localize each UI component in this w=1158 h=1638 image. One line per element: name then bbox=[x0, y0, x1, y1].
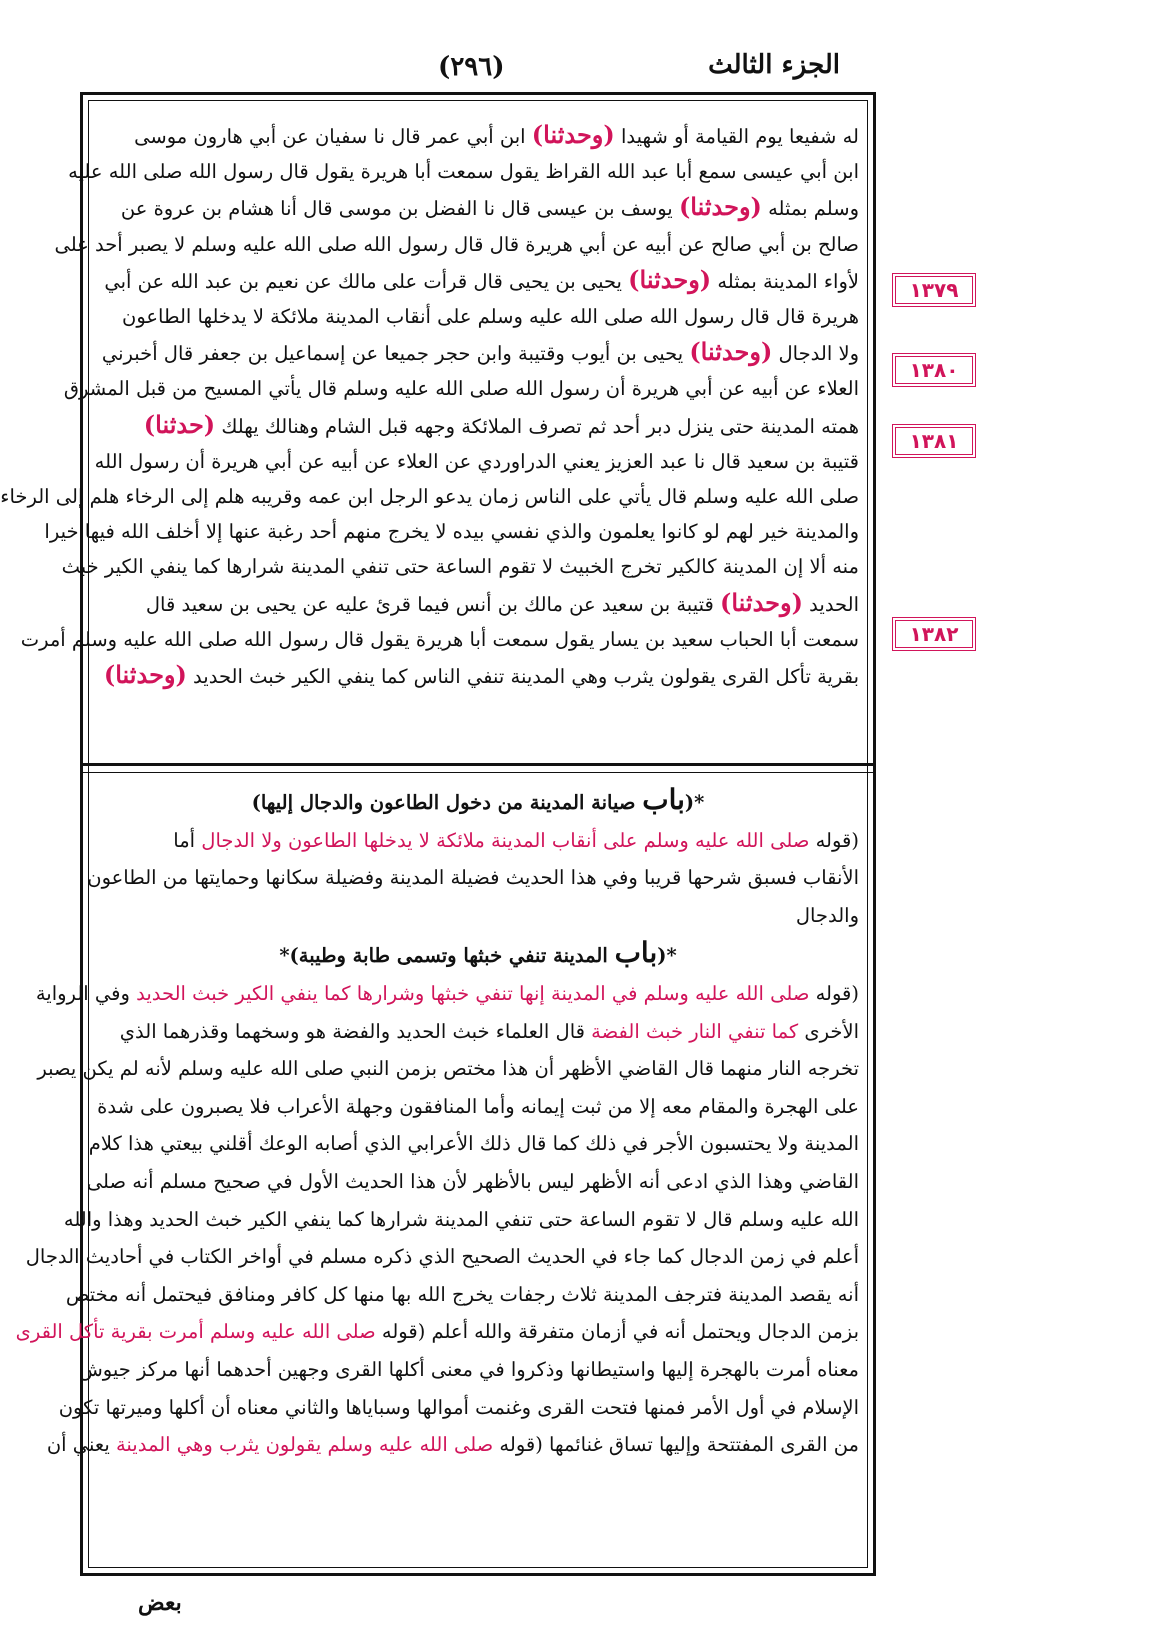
catchword: بعض bbox=[138, 1590, 182, 1616]
quoted-lemma: صلى الله عليه وسلم في المدينة إنها تنفي خبثها وشرارها كما ينفي الكير خبث الحديد bbox=[136, 981, 810, 1005]
text-line bbox=[97, 897, 859, 935]
text-run: يحيى بن يحيى قال قرأت على مالك عن نعيم بن عبد الله عن أبي bbox=[104, 269, 629, 293]
text-line bbox=[97, 585, 859, 622]
text-line bbox=[97, 657, 859, 694]
text-run: الإسلام في أول الأمر فمنها فتحت القرى وغنمت أموالها وسباياها والثاني معناه أن أكلها وميرتها تكون bbox=[58, 1395, 859, 1419]
hadith-text-section bbox=[0, 117, 859, 753]
text-run: له شفيعا يوم القيامة أو شهيدا bbox=[614, 125, 859, 148]
text-run: (قوله bbox=[809, 981, 859, 1005]
text-line bbox=[15, 1313, 859, 1351]
text-line bbox=[0, 479, 859, 514]
text-line bbox=[97, 262, 859, 299]
chapter-heading-2: *(باب المدينة تنفي خبثها وتسمى طابة وطيبة)* bbox=[279, 936, 677, 970]
text-run: المدينة ولا يحتسبون الأجر في ذلك كما قال ذلك الأعرابي الذي أصابه الوعك أقلني بيعتي هذا كلام bbox=[88, 1132, 859, 1156]
text-line bbox=[44, 514, 859, 549]
text-run: أما bbox=[173, 828, 202, 852]
text-run: صلى الله عليه وسلم قال يأتي على الناس زمان يدعو الرجل ابن عمه وقريبه هلم إلى الرخاء هلم إلى الرخاء bbox=[0, 485, 859, 509]
hadith-number-badge: ١٣٨١ bbox=[895, 427, 973, 455]
text-run: ولا الدجال bbox=[772, 342, 859, 366]
text-line bbox=[63, 1201, 859, 1239]
isnad-marker: (وحدثنا) bbox=[678, 192, 762, 222]
text-line bbox=[61, 549, 859, 584]
text-run: على الهجرة والمقام معه إلا من ثبت إيمانه وأما المنافقون وجهلة الأعراب فلا يصبرون على شدة bbox=[97, 1094, 859, 1118]
text-run: ابن أبي عمر قال نا سفيان عن أبي هارون موسى bbox=[134, 125, 532, 148]
text-run: القاضي وهذا الذي ادعى أنه الأظهر ليس بالأظهر لأن هذا الحديث الأول في صحيح مسلم أنه صلى bbox=[86, 1169, 859, 1193]
text-run: أعلم في زمن الدجال كما جاء في الحديث الصحيح الذي ذكره مسلم في أواخر الكتاب في أحاديث الدجال bbox=[25, 1245, 859, 1269]
text-run: همته المدينة حتى ينزل دبر أحد ثم تصرف الملائكة وجهه قبل الشام وهنالك يهلك bbox=[215, 414, 859, 438]
text-line bbox=[86, 1163, 859, 1201]
text-run: والمدينة خير لهم لو كانوا يعلمون والذي نفسي بيده لا يخرج منهم أحد رغبة عنها إلا أخلف الله فيها خيرا bbox=[44, 520, 859, 544]
page-frame bbox=[0, 92, 876, 1576]
text-line bbox=[87, 859, 859, 897]
page-number: (٢٩٦) bbox=[438, 52, 505, 82]
text-run: قتيبة بن سعيد قال نا عبد العزيز يعني الدراوردي عن العلاء عن أبيه عن أبي هريرة أن رسول الله bbox=[94, 449, 859, 473]
text-run: قتيبة بن سعيد عن مالك بن أنس فيما قرئ عليه عن يحيى بن سعيد قال bbox=[145, 592, 720, 616]
text-run: الله عليه وسلم قال لا تقوم الساعة حتى تنفي المدينة شرارها كما ينفي الكير خبث الحديد وهذا والله bbox=[63, 1207, 859, 1231]
text-run: هريرة قال قال رسول الله صلى الله عليه وسلم على أنقاب المدينة ملائكة لا يدخلها الطاعون bbox=[122, 305, 859, 329]
text-run: تخرجه النار منهما قال القاضي الأظهر أن هذا مختص بزمن النبي صلى الله عليه وسلم لأنه لم يكن يصبر bbox=[37, 1057, 859, 1081]
text-run: وفي الرواية bbox=[35, 981, 137, 1005]
text-line bbox=[97, 299, 859, 334]
chapter-heading-1: *(باب صيانة المدينة من دخول الطاعون والدجال إليها) bbox=[251, 783, 705, 816]
text-line bbox=[46, 1426, 859, 1464]
commentary-paragraph-2 bbox=[15, 975, 859, 1464]
quoted-lemma: صلى الله عليه وسلم على أنقاب المدينة ملائكة لا يدخلها الطاعون ولا الدجال bbox=[201, 828, 810, 852]
text-run: الأخرى bbox=[798, 1019, 859, 1043]
text-line bbox=[65, 1276, 859, 1314]
text-line bbox=[97, 117, 859, 154]
quoted-lemma: كما تنفي النار خبث الفضة bbox=[591, 1019, 799, 1043]
commentary-section bbox=[15, 781, 859, 1561]
text-run: العلاء عن أبيه عن أبي هريرة أن رسول الله صلى الله عليه وسلم قال يأتي المسيح من قبل المشرق bbox=[63, 377, 859, 401]
quoted-lemma: صلى الله عليه وسلم أمرت بقرية تأكل القرى bbox=[15, 1320, 376, 1344]
text-run: لأواء المدينة بمثله bbox=[711, 269, 859, 293]
isnad-marker: (وحدثنا) bbox=[103, 660, 187, 690]
text-run: منه ألا إن المدينة كالكير تخرج الخبيث لا تقوم الساعة حتى تنفي المدينة شرارها كما ينفي الكير خبث bbox=[61, 555, 859, 579]
text-line bbox=[68, 154, 859, 189]
isnad-marker: (وحدثنا) bbox=[689, 337, 773, 367]
text-run: (قوله bbox=[809, 828, 859, 852]
text-line bbox=[25, 1238, 859, 1276]
hadith-number-badge: ١٣٨٢ bbox=[895, 620, 973, 648]
text-run: الأنقاب فسبق شرحها قريبا وفي هذا الحديث فضيلة المدينة وفضيلة سكانها وحمايتها من الطاعون bbox=[87, 866, 859, 890]
text-line bbox=[37, 1050, 859, 1088]
text-run: أنه يقصد المدينة فترجف المدينة ثلاث رجفات يخرج الله بها منها كل كافر ومنافق فيحتمل أنه مختص bbox=[65, 1282, 859, 1306]
text-run: بزمن الدجال ويحتمل أنه في أزمان متفرقة والله أعلم (قوله bbox=[375, 1320, 859, 1344]
text-line bbox=[97, 407, 859, 444]
text-line bbox=[97, 1088, 859, 1126]
text-line bbox=[78, 1351, 859, 1389]
isnad-marker: (حدثنا) bbox=[143, 409, 216, 439]
hadith-number-badge: ١٣٧٩ bbox=[895, 276, 973, 304]
text-line bbox=[97, 1013, 859, 1051]
text-line bbox=[58, 1389, 859, 1427]
isnad-marker: (وحدثنا) bbox=[531, 120, 615, 149]
text-run: وسلم بمثله bbox=[761, 197, 859, 221]
text-run: ابن أبي عيسى سمع أبا عبد الله القراظ يقول سمعت أبا هريرة يقول قال رسول الله صلى الله عليه bbox=[68, 160, 859, 184]
text-run: يحيى بن أيوب وقتيبة وابن حجر جميعا عن إسماعيل بن جعفر قال أخبرني bbox=[101, 342, 690, 366]
quoted-lemma: صلى الله عليه وسلم يقولون يثرب وهي المدينة bbox=[115, 1433, 494, 1457]
text-run: بقرية تأكل القرى يقولون يثرب وهي المدينة تنفي الناس كما ينفي الكير خبث الحديد bbox=[186, 665, 859, 689]
text-line bbox=[35, 975, 859, 1013]
text-line bbox=[97, 189, 859, 226]
text-run: من القرى المفتتحة وإليها تساق غنائمها (قوله bbox=[493, 1433, 859, 1457]
text-run: يعني أن bbox=[46, 1433, 116, 1457]
text-line bbox=[54, 227, 859, 262]
text-line bbox=[97, 822, 859, 860]
text-line bbox=[20, 622, 859, 657]
text-run: يوسف بن عيسى قال نا الفضل بن موسى قال أنا هشام بن عروة عن bbox=[120, 197, 679, 221]
section-divider bbox=[83, 763, 873, 773]
text-run: قال العلماء خبث الحديد والفضة هو وسخهما وقذرهما الذي bbox=[119, 1019, 592, 1043]
text-line bbox=[97, 334, 859, 371]
text-run: الحديد bbox=[802, 592, 859, 616]
volume-title: الجزء الثالث bbox=[708, 50, 840, 80]
text-run: صالح بن أبي صالح عن أبيه عن أبي هريرة قال قال رسول الله صلى الله عليه وسلم لا يصبر أحد على bbox=[54, 232, 859, 256]
text-line bbox=[94, 444, 859, 479]
commentary-paragraph-1 bbox=[87, 822, 859, 935]
isnad-marker: (وحدثنا) bbox=[628, 264, 712, 294]
text-run: معناه أمرت بالهجرة إليها واستيطانها وذكروا في معنى أكلها القرى وجهين أحدهما أنها مركز جيوش bbox=[78, 1357, 859, 1381]
hadith-number-badge: ١٣٨٠ bbox=[895, 356, 973, 384]
isnad-marker: (وحدثنا) bbox=[719, 587, 803, 617]
text-run: سمعت أبا الحباب سعيد بن يسار يقول سمعت أبا هريرة يقول قال رسول الله صلى الله عليه وسلم أمرت bbox=[20, 627, 859, 651]
text-run: والدجال bbox=[795, 903, 859, 927]
text-line bbox=[88, 1125, 859, 1163]
text-line bbox=[63, 371, 859, 406]
